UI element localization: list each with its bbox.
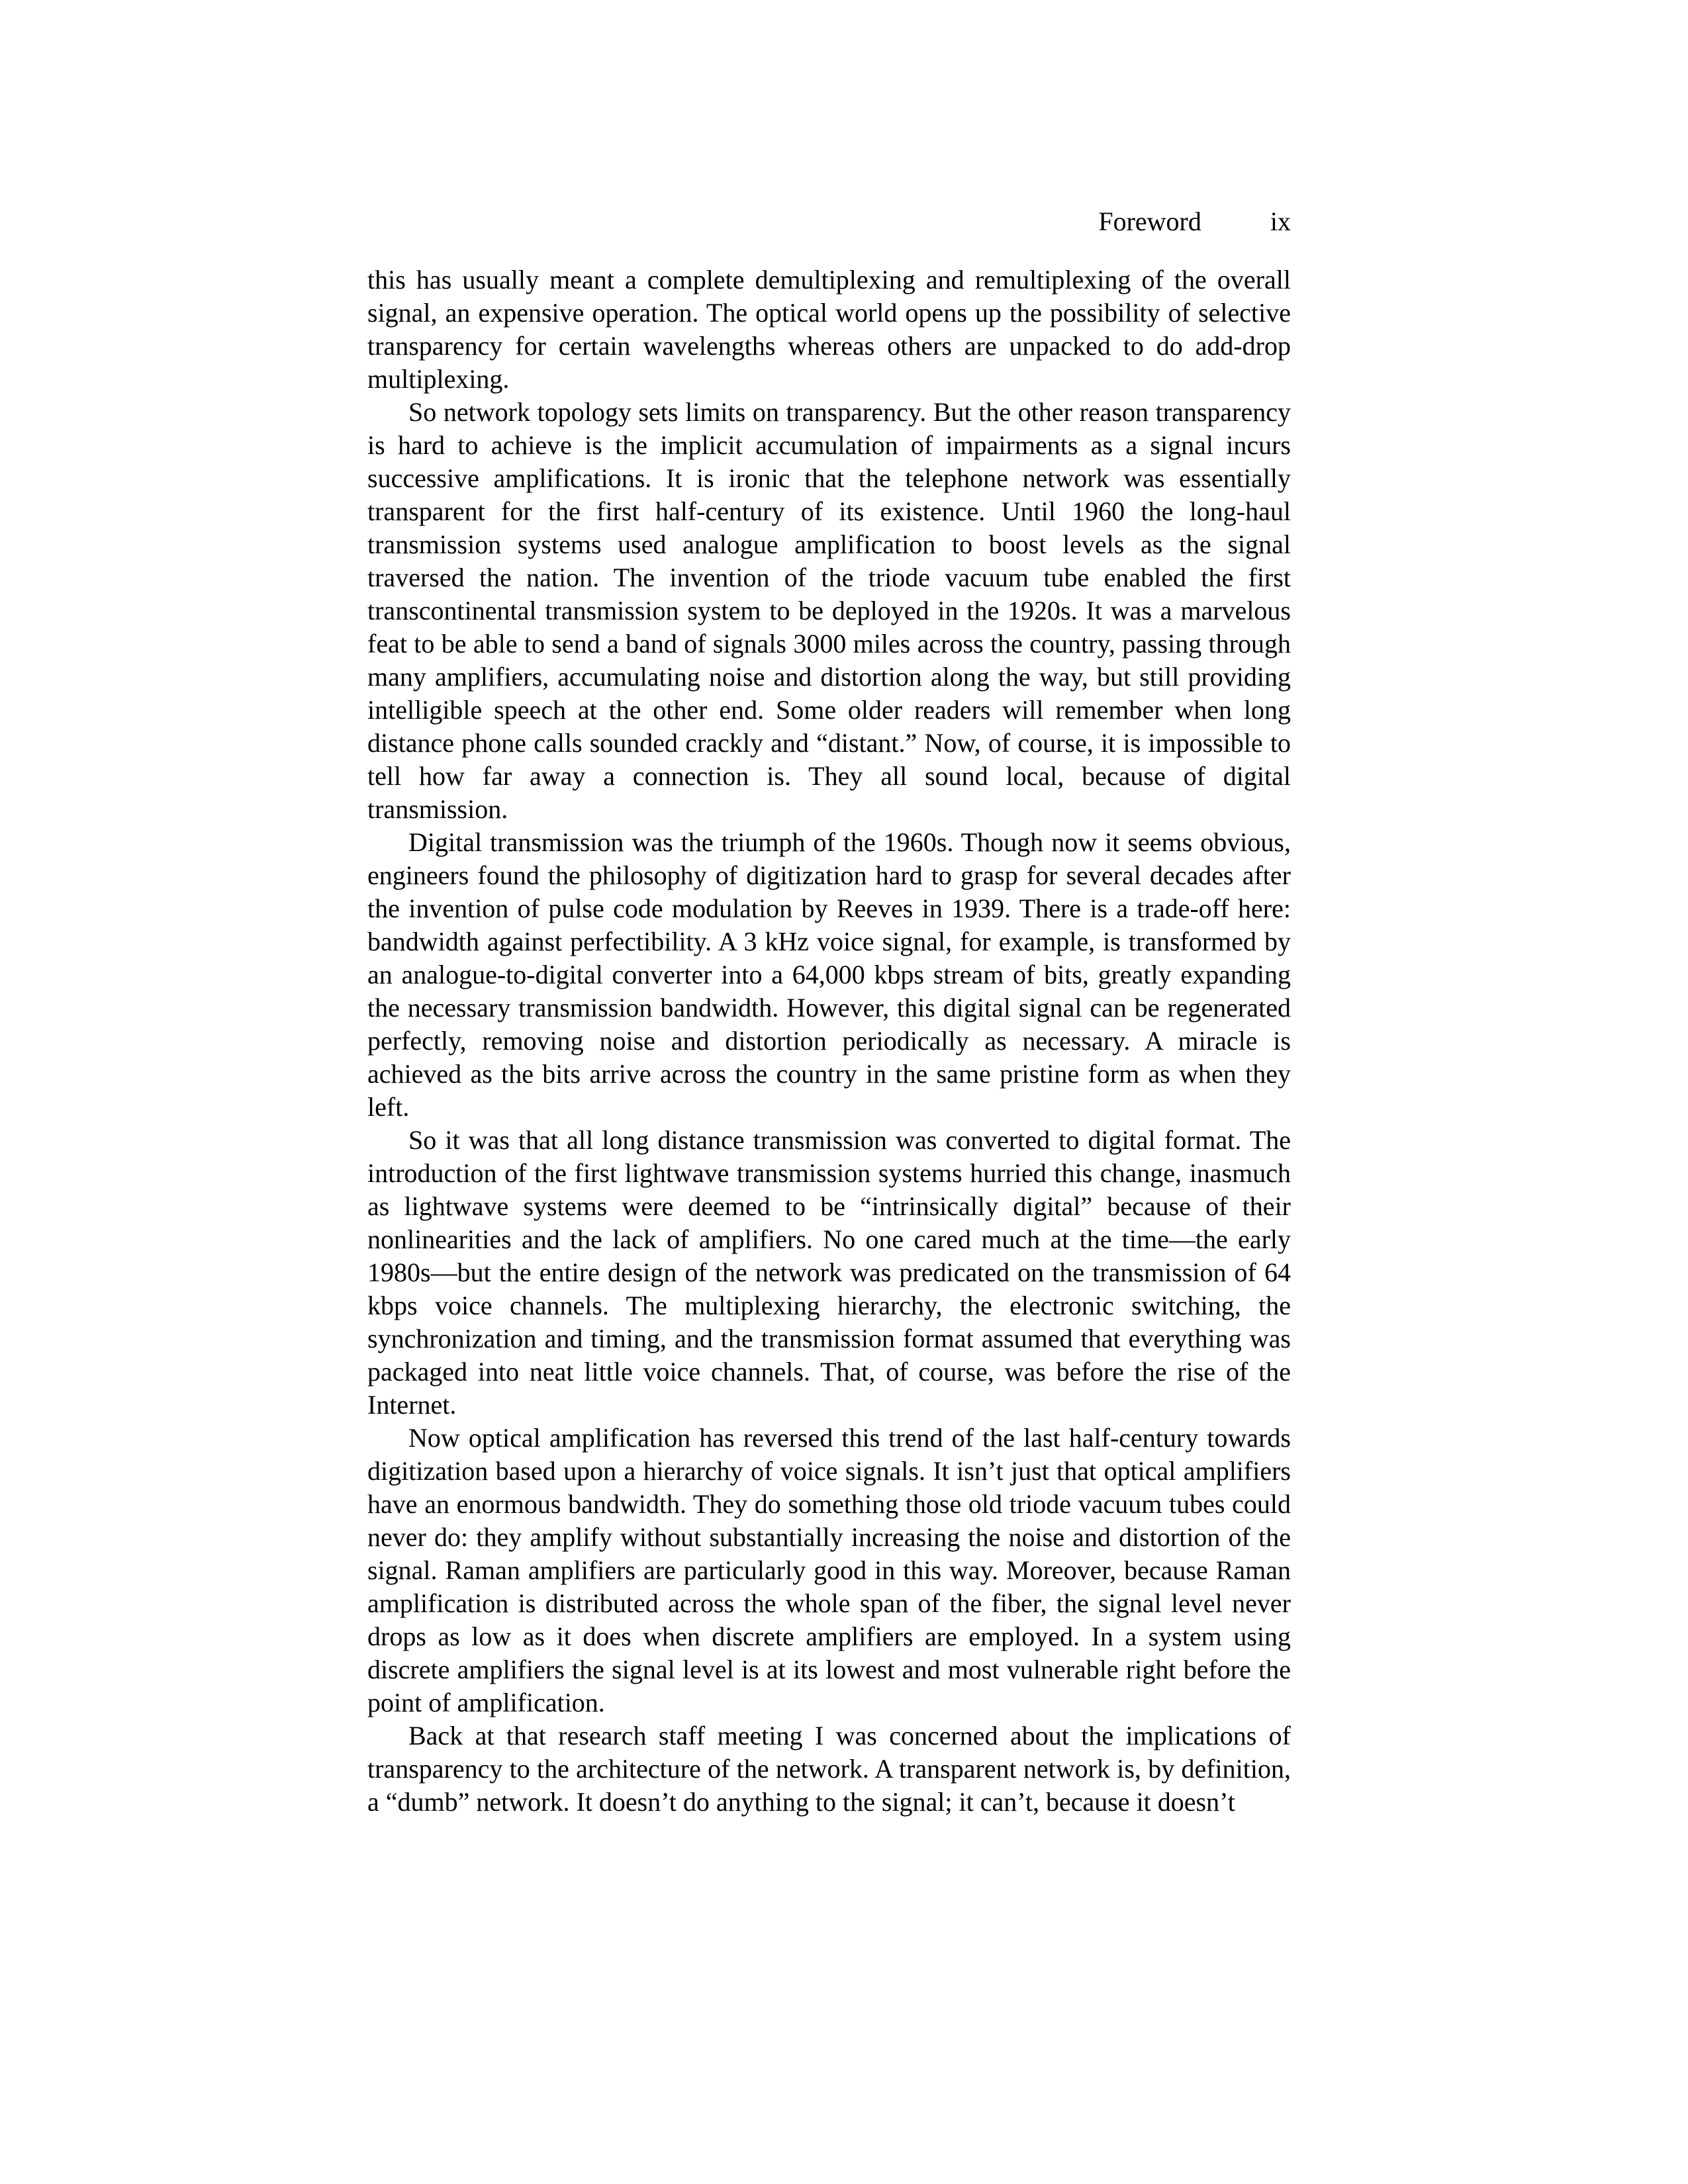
paragraph-6: Back at that research staff meeting I was concerned about the implications of transparency to the architecture of the network. A transparent network is, by definition, a “dumb” network. It doesn’t do anything to the signal; it can’t, because it doesn’t	[367, 1721, 1291, 1817]
paragraph-5: Now optical amplification has reversed this trend of the last half-century towards digitization based upon a hierarchy of voice signals. It isn’t just that optical amplifiers have an enormous bandwidth. They do something those old triode vacuum tubes could never do: they amplify without substantially increasing the noise and distortion of the signal. Raman amplifiers are particularly good in this way. Moreover, because Raman amplification is distributed across the whole span of the fiber, the signal level never drops as low as it does when discrete amplifiers are employed. In a system using discrete amplifiers the signal level is at its lowest and most vulnerable right before the point of amplification.	[367, 1423, 1291, 1717]
body-text	[367, 263, 1291, 1819]
page-number: ix	[1270, 206, 1291, 236]
running-head-title: Foreword	[1098, 206, 1201, 236]
paragraph-1: this has usually meant a complete demultiplexing and remultiplexing of the overall signal, an expensive operation. The optical world opens up the possibility of selective transparency for certain wavelengths whereas others are unpacked to do add-drop multiplexing.	[367, 265, 1291, 394]
paragraph-3: Digital transmission was the triumph of the 1960s. Though now it seems obvious, engineers found the philosophy of digitization hard to grasp for several decades after the invention of pulse code modulation by Reeves in 1939. There is a trade-off here: bandwidth against perfectibility. A 3 kHz voice signal, for example, is transformed by an analogue-to-digital converter into a 64,000 kbps stream of bits, greatly expanding the necessary transmission bandwidth. However, this digital signal can be regenerated perfectly, removing noise and distortion periodically as necessary. A miracle is achieved as the bits arrive across the country in the same pristine form as when they left.	[367, 827, 1291, 1122]
running-head	[367, 206, 1291, 237]
paragraph-4: So it was that all long distance transmission was converted to digital format. The introduction of the first lightwave transmission systems hurried this change, inasmuch as lightwave systems were deemed to be “intrinsically digital” because of their nonlinearities and the lack of amplifiers. No one cared much at the time—the early 1980s—but the entire design of the network was predicated on the transmission of 64 kbps voice channels. The multiplexing hierarchy, the electronic switching, the synchronization and timing, and the transmission format assumed that everything was packaged into neat little voice channels. That, of course, was before the rise of the Internet.	[367, 1125, 1291, 1420]
paragraph-2: So network topology sets limits on transparency. But the other reason transparency is hard to achieve is the implicit accumulation of impairments as a signal incurs successive amplifications. It is ironic that the telephone network was essentially transparent for the first half-century of its existence. Until 1960 the long-haul transmission systems used analogue amplification to boost levels as the signal traversed the nation. The invention of the triode vacuum tube enabled the first transcontinental transmission system to be deployed in the 1920s. It was a marvelous feat to be able to send a band of signals 3000 miles across the country, passing through many amplifiers, accumulating noise and distortion along the way, but still providing intelligible speech at the other end. Some older readers will remember when long distance phone calls sounded crackly and “distant.” Now, of course, it is impossible to tell how far away a connection is. They all sound local, because of digital transmission.	[367, 397, 1291, 824]
